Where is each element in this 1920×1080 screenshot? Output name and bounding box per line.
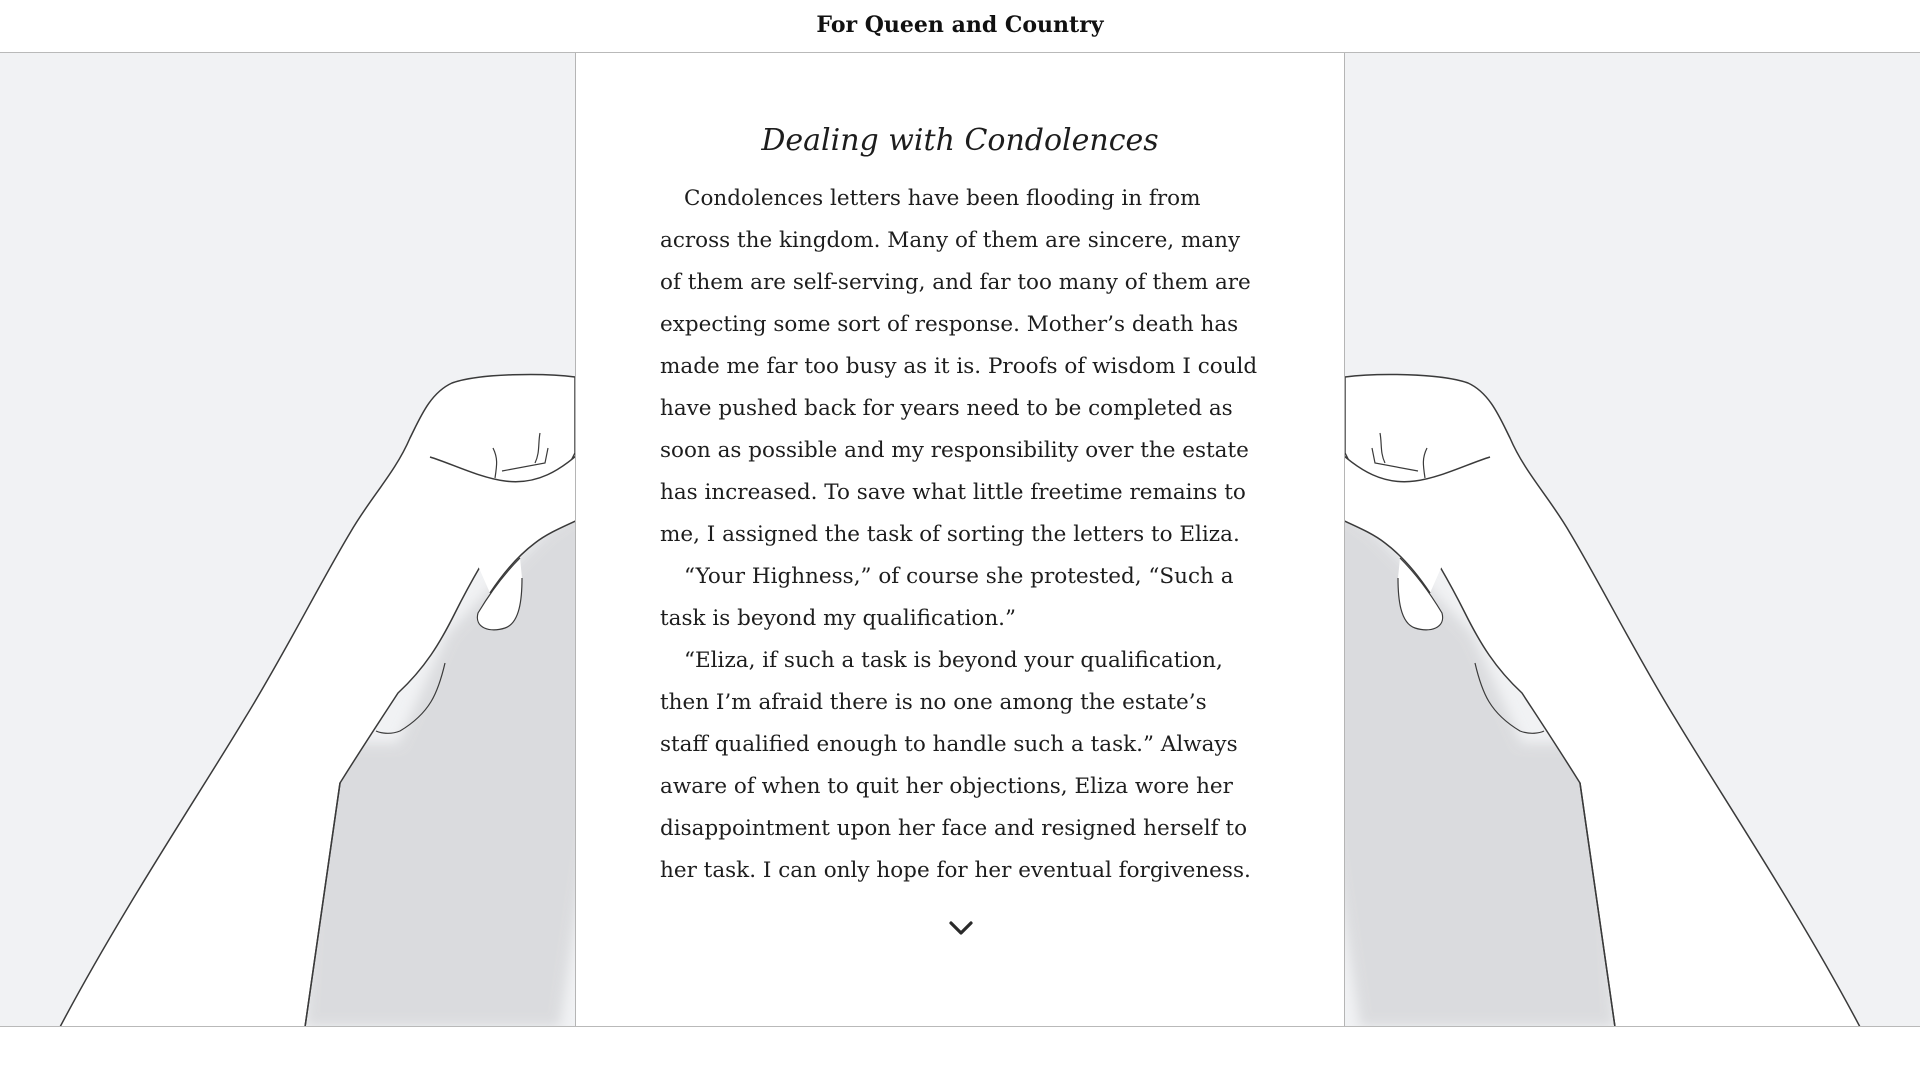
paragraph: “Your Highness,” of course she protested, “Such a task is beyond my qualification.” [660, 564, 1234, 631]
chapter-title: Dealing with Condolences [761, 123, 1159, 158]
title-bar [0, 0, 1920, 53]
left-hand-illustration [60, 375, 634, 1027]
paragraph: “Eliza, if such a task is beyond your qualification, then I’m afraid there is no one among the estate’s staff qualified enough to handle such a task.” Always aware of when to quit her objections, Eliza wore her disappointment upon her face and resigned herself to her task. I can only hope for her eventual forgiveness. [660, 648, 1251, 883]
continue-button[interactable] [948, 919, 974, 937]
reading-stage [0, 53, 1920, 1027]
bottom-bar [0, 1027, 1920, 1080]
book-title: For Queen and Country [816, 12, 1104, 38]
book-page[interactable] [575, 53, 1345, 1027]
paragraph: Condolences letters have been flooding in from across the kingdom. Many of them are sincere, many of them are self-serving, and far too many of them are expecting some sort of response. Mother’s death has made me far too busy as it is. Proofs of wisdom I could have pushed back for years need to be completed as soon as possible and my responsibility over the estate has increased. To save what little freetime remains to me, I assigned the task of sorting the letters to Eliza. [660, 186, 1258, 547]
story-text [660, 178, 1260, 892]
chevron-down-icon [948, 919, 974, 937]
right-hand-illustration [1286, 375, 1860, 1027]
